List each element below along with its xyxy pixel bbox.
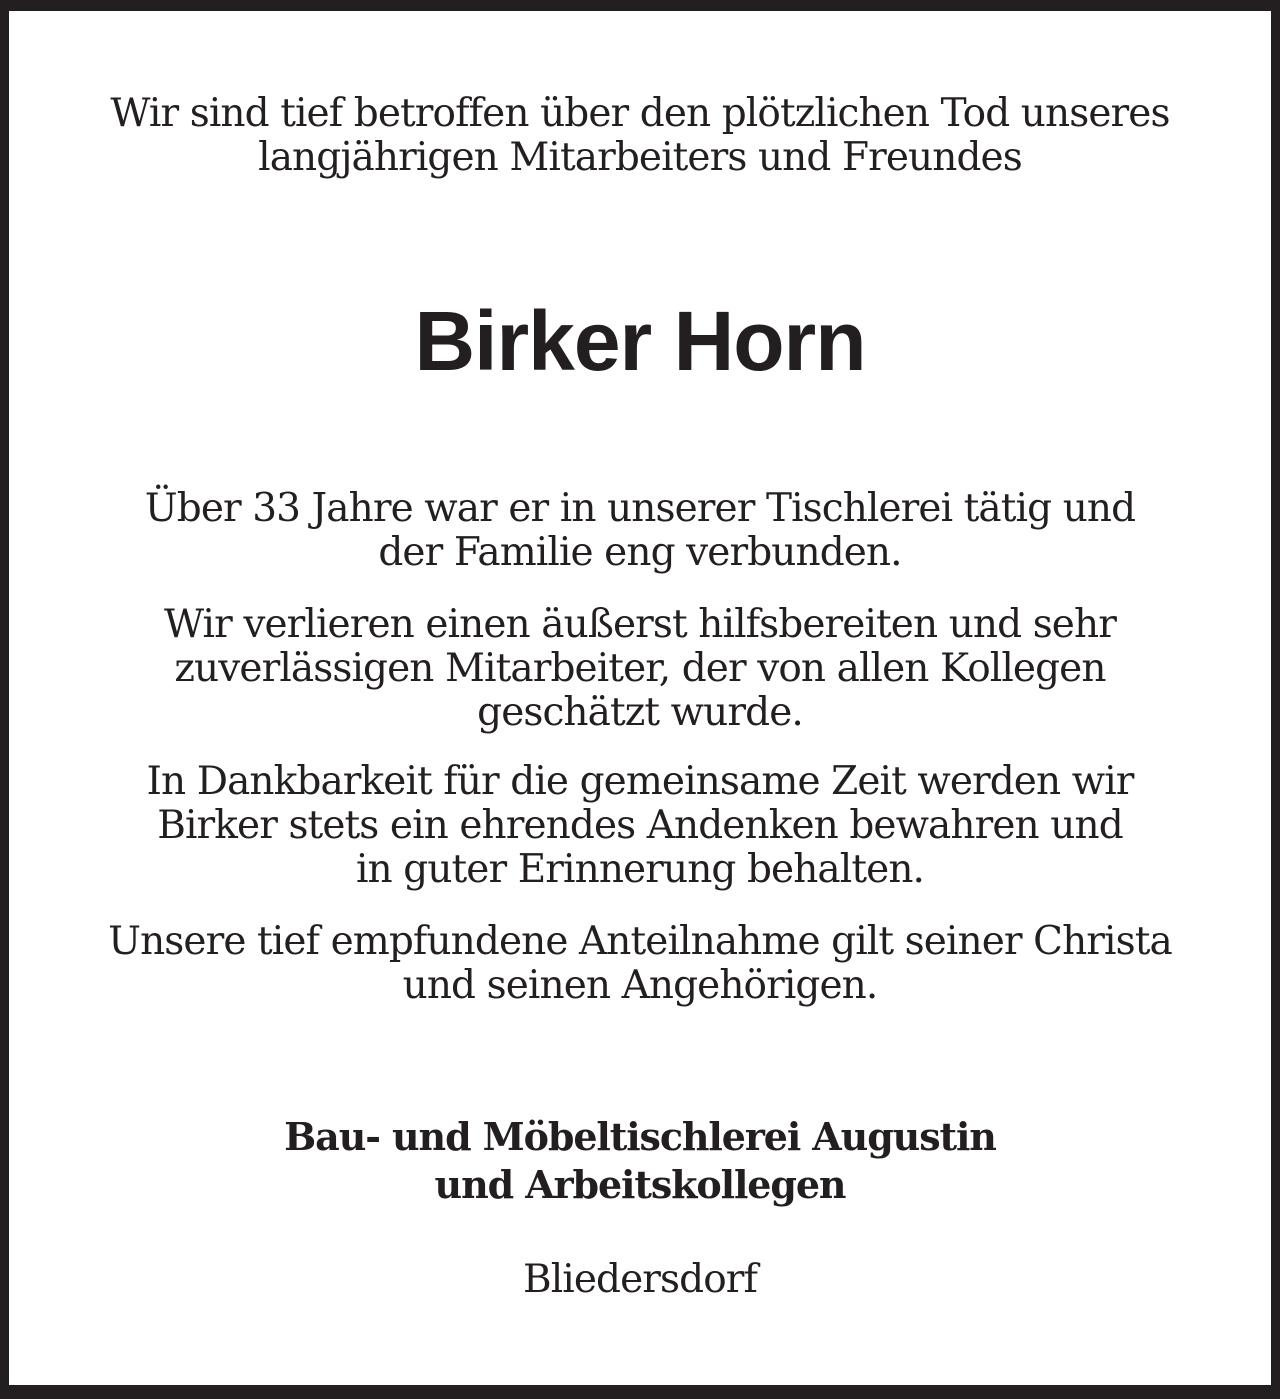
intro-line-1: Wir sind tief betroffen über den plötzlichen Tod unseres <box>110 91 1170 136</box>
paragraph-1-line-1: Über 33 Jahre war er in unserer Tischlerei tätig und <box>144 486 1136 531</box>
intro-line-2: langjährigen Mitarbeiters und Freundes <box>258 135 1022 180</box>
paragraph-3-line-1: In Dankbarkeit für die gemeinsame Zeit werden wir <box>146 759 1134 804</box>
paragraph-4-line-2: und seinen Angehörigen. <box>402 963 878 1008</box>
paragraph-3-line-2: Birker stets ein ehrendes Andenken bewahren und <box>157 803 1123 848</box>
paragraph-2-line-1: Wir verlieren einen äußerst hilfsbereiten und sehr <box>164 602 1116 647</box>
signature-location: Bliedersdorf <box>522 1257 758 1302</box>
signature-company: Bau- und Möbeltischlerei Augustin <box>284 1114 996 1159</box>
paragraph-4-line-1: Unsere tief empfundene Anteilnahme gilt seiner Christa <box>108 919 1172 964</box>
paragraph-2-line-3: geschätzt wurde. <box>477 690 803 735</box>
paragraph-2-line-2: zuverlässigen Mitarbeiter, der von allen Kollegen <box>174 646 1106 691</box>
signature-colleagues: und Arbeitskollegen <box>434 1162 846 1207</box>
paragraph-3-line-3: in guter Erinnerung behalten. <box>355 847 925 892</box>
paragraph-1-line-2: der Familie eng verbunden. <box>378 530 902 575</box>
deceased-name: Birker Horn <box>414 294 866 388</box>
